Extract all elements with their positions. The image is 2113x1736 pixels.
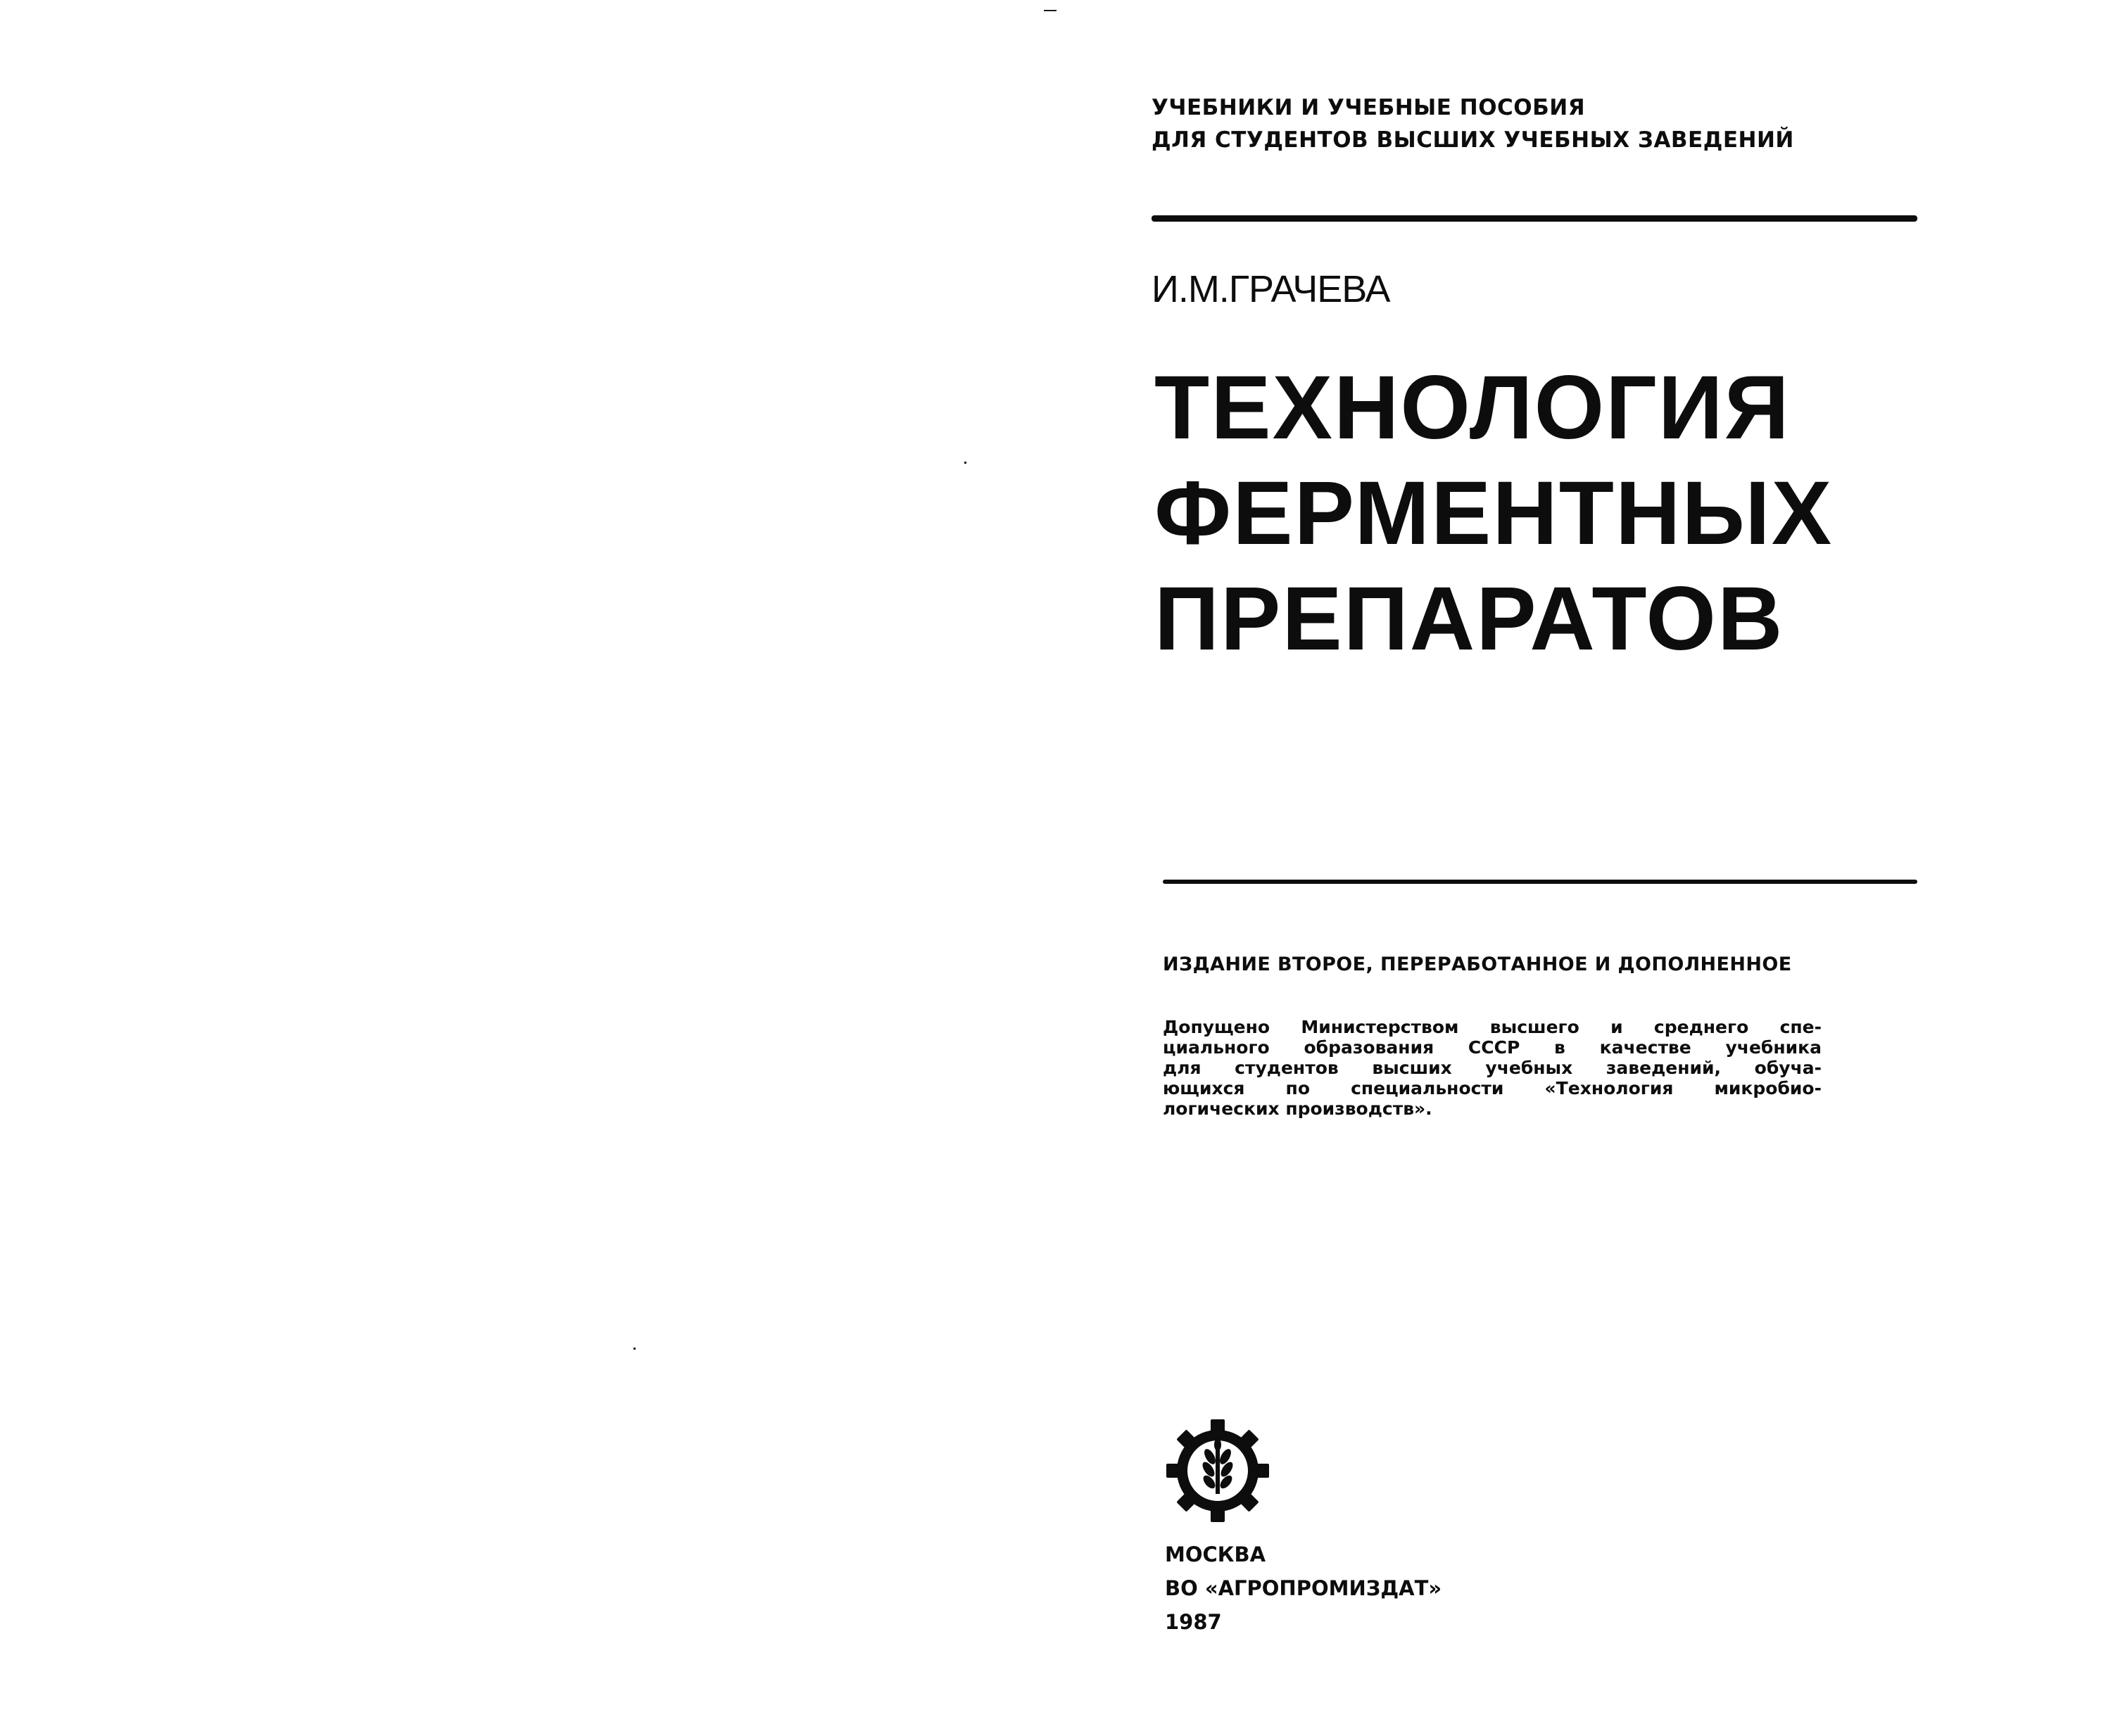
imprint-year: 1987 bbox=[1165, 1610, 1222, 1634]
scan-dot-mark bbox=[633, 1348, 636, 1350]
top-divider-rule bbox=[1152, 215, 1917, 222]
edition-statement: ИЗДАНИЕ ВТОРОЕ, ПЕРЕРАБОТАННОЕ И ДОПОЛНЕННОЕ bbox=[1163, 953, 1792, 975]
title-line: ТЕХНОЛОГИЯ bbox=[1154, 357, 1791, 458]
logo-graphic bbox=[1165, 1418, 1270, 1523]
imprint bbox=[1165, 1538, 1442, 1639]
imprint-city: МОСКВА bbox=[1165, 1542, 1266, 1566]
approval-line: логических производств». bbox=[1163, 1098, 1432, 1119]
series-line: ДЛЯ СТУДЕНТОВ ВЫСШИХ УЧЕБНЫХ ЗАВЕДЕНИЙ bbox=[1152, 127, 1794, 153]
approval-line: ющихся по специальности «Технология микробио- bbox=[1163, 1078, 1822, 1098]
publisher-gear-wheat-logo-icon bbox=[1165, 1418, 1270, 1523]
approval-line: для студентов высших учебных заведений, обуча- bbox=[1163, 1058, 1822, 1078]
scan-dash-mark bbox=[1044, 10, 1056, 11]
approval-line: Допущено Министерством высшего и среднего спе- bbox=[1163, 1017, 1822, 1037]
bottom-divider-rule bbox=[1163, 880, 1917, 884]
approval-statement bbox=[1163, 1017, 1822, 1119]
title-line: ПРЕПАРАТОВ bbox=[1154, 569, 1784, 669]
imprint-publisher: ВО «АГРОПРОМИЗДАТ» bbox=[1165, 1576, 1442, 1600]
left-page-blank bbox=[0, 0, 1056, 1736]
author-name: И.М.ГРАЧЕВА bbox=[1152, 268, 1390, 310]
approval-line: циального образования СССР в качестве учебника bbox=[1163, 1037, 1822, 1058]
series-heading bbox=[1152, 91, 1794, 156]
scan-dot-mark bbox=[964, 462, 966, 464]
title-line: ФЕРМЕНТНЫХ bbox=[1154, 463, 1834, 564]
book-title bbox=[1154, 355, 1833, 672]
series-line: УЧЕБНИКИ И УЧЕБНЫЕ ПОСОБИЯ bbox=[1152, 95, 1586, 120]
